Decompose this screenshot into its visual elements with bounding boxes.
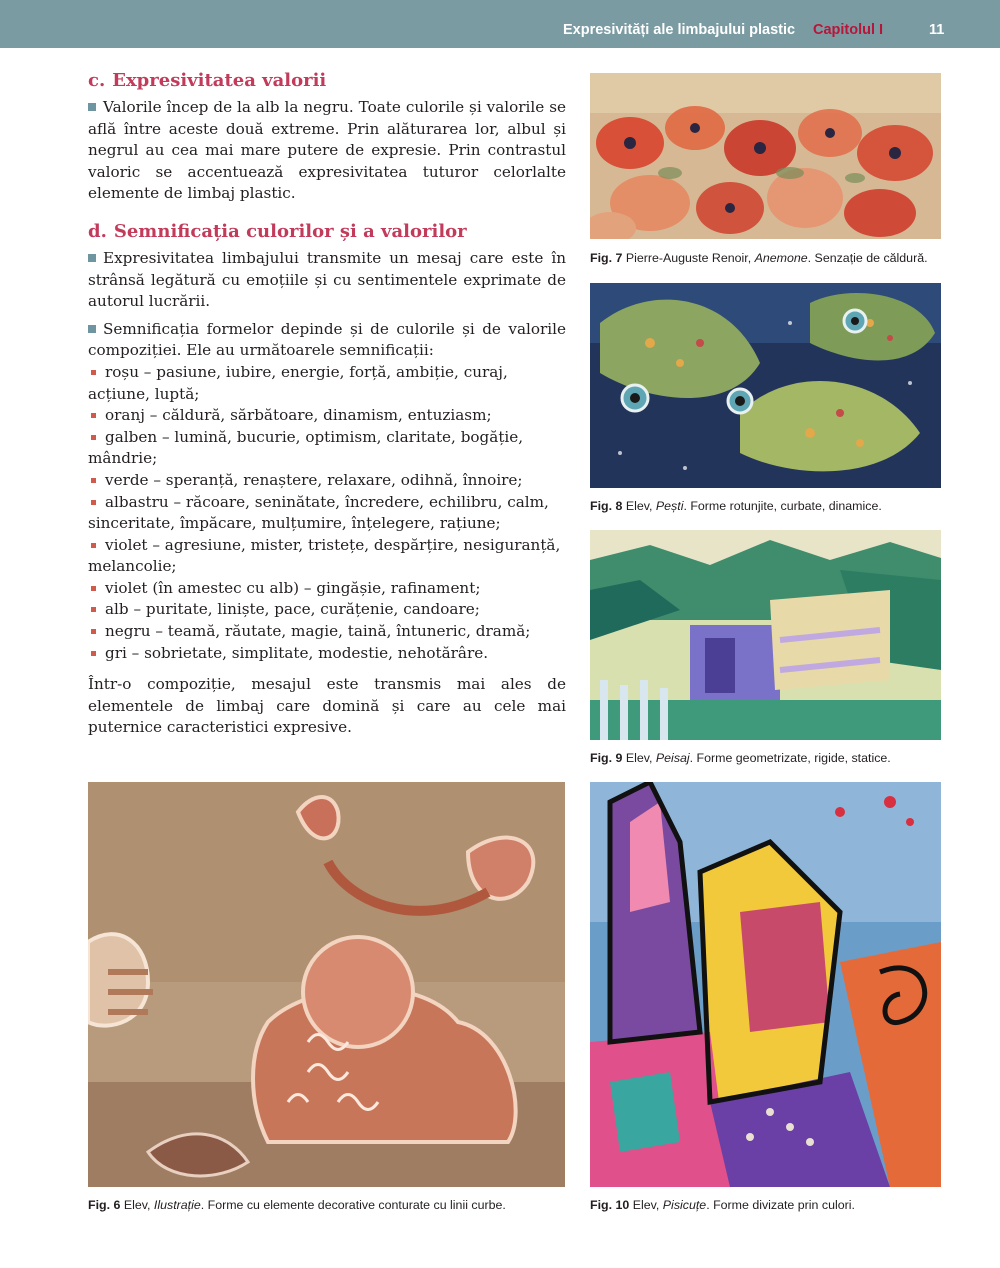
section-c-title: Expresivitatea valorii	[112, 70, 327, 91]
figure-9-caption: Fig. 9 Elev, Peisaj. Forme geometrizate, rigide, statice.	[590, 751, 891, 765]
bullet-icon	[91, 651, 96, 656]
figure-7-image	[590, 73, 941, 239]
bullet-icon	[91, 413, 96, 418]
bullet-icon	[91, 586, 96, 591]
list-item: gri – sobrietate, simplitate, modestie, nehotărâre.	[88, 643, 566, 665]
section-c-heading	[88, 70, 566, 91]
section-c-paragraph: Valorile încep de la alb la negru. Toate culorile și valorile se află între aceste două extreme. Prin alăturarea lor, albul și negrul au cea mai mare putere de expresie. Prin contrastul valoric se accentuează expresivitatea tuturor celorlalte elemente de limbaj plastic.	[88, 98, 566, 203]
section-d-paragraph-2: Semnificația formelor depinde și de culorile și de valorile compoziției. Ele au următoarele semnificații:	[88, 319, 566, 360]
color-meanings-list	[88, 362, 566, 664]
page-number: 11	[929, 22, 945, 38]
closing-paragraph: Într-o compoziție, mesajul este transmis mai ales de elementele de limbaj care domină și care au cele mai puternice caracteristici expresive.	[88, 675, 566, 737]
list-item: violet – agresiune, mister, tristețe, despărțire, nesiguranță, melancolie;	[88, 535, 561, 576]
list-item: alb – puritate, liniște, pace, curățenie, candoare;	[88, 599, 566, 621]
section-d-paragraph-1: Expresivitatea limbajului transmite un mesaj care este în strânsă legătură cu emoțiile și cu sentimentele exprimate de autorul lucrării.	[88, 248, 566, 311]
section-d-letter: d.	[88, 220, 107, 242]
figure-6-caption: Fig. 6 Elev, Ilustrație. Forme cu elemente decorative conturate cu linii curbe.	[88, 1198, 506, 1212]
figure-8-caption: Fig. 8 Elev, Pești. Forme rotunjite, curbate, dinamice.	[590, 499, 882, 513]
chapter-label: Capitolul I	[813, 22, 884, 38]
square-bullet-icon	[88, 103, 96, 111]
list-item: negru – teamă, răutate, magie, taină, întuneric, dramă;	[88, 621, 566, 643]
square-bullet-icon	[88, 254, 96, 262]
figure-10-caption: Fig. 10 Elev, Pisicuțe. Forme divizate prin culori.	[590, 1198, 855, 1212]
bullet-icon	[91, 478, 96, 483]
list-item: verde – speranță, renaștere, relaxare, odihnă, înnoire;	[88, 470, 566, 492]
list-item: oranj – căldură, sărbătoare, dinamism, entuziasm;	[88, 405, 566, 427]
bullet-icon	[91, 500, 96, 505]
text-column	[88, 70, 566, 739]
section-c-letter: c.	[88, 70, 106, 91]
bullet-icon	[91, 543, 96, 548]
figure-8-image	[590, 283, 941, 488]
list-item: roșu – pasiune, iubire, energie, forță, ambiție, curaj, acțiune, luptă;	[88, 362, 508, 403]
bullet-icon	[91, 435, 96, 440]
bullet-icon	[91, 370, 96, 375]
page-header	[0, 0, 1000, 48]
bullet-icon	[91, 629, 96, 634]
list-item: albastru – răcoare, seninătate, încredere, echilibru, calm, sinceritate, împăcare, mulțumire, înțelegere, rațiune;	[88, 492, 549, 533]
figure-7-caption: Fig. 7 Pierre-Auguste Renoir, Anemone. Senzație de căldură.	[590, 251, 928, 265]
section-d-title: Semnificația culorilor și a valorilor	[113, 220, 467, 242]
figure-10-image	[590, 782, 941, 1187]
running-title: Expresivități ale limbajului plastic	[563, 22, 796, 38]
figure-6-image	[88, 782, 565, 1187]
list-item: violet (în amestec cu alb) – gingășie, rafinament;	[88, 578, 566, 600]
square-bullet-icon	[88, 325, 96, 333]
section-d-heading	[88, 221, 566, 242]
list-item: galben – lumină, bucurie, optimism, claritate, bogăție, mândrie;	[88, 427, 524, 468]
bullet-icon	[91, 607, 96, 612]
figure-9-image	[590, 530, 941, 740]
